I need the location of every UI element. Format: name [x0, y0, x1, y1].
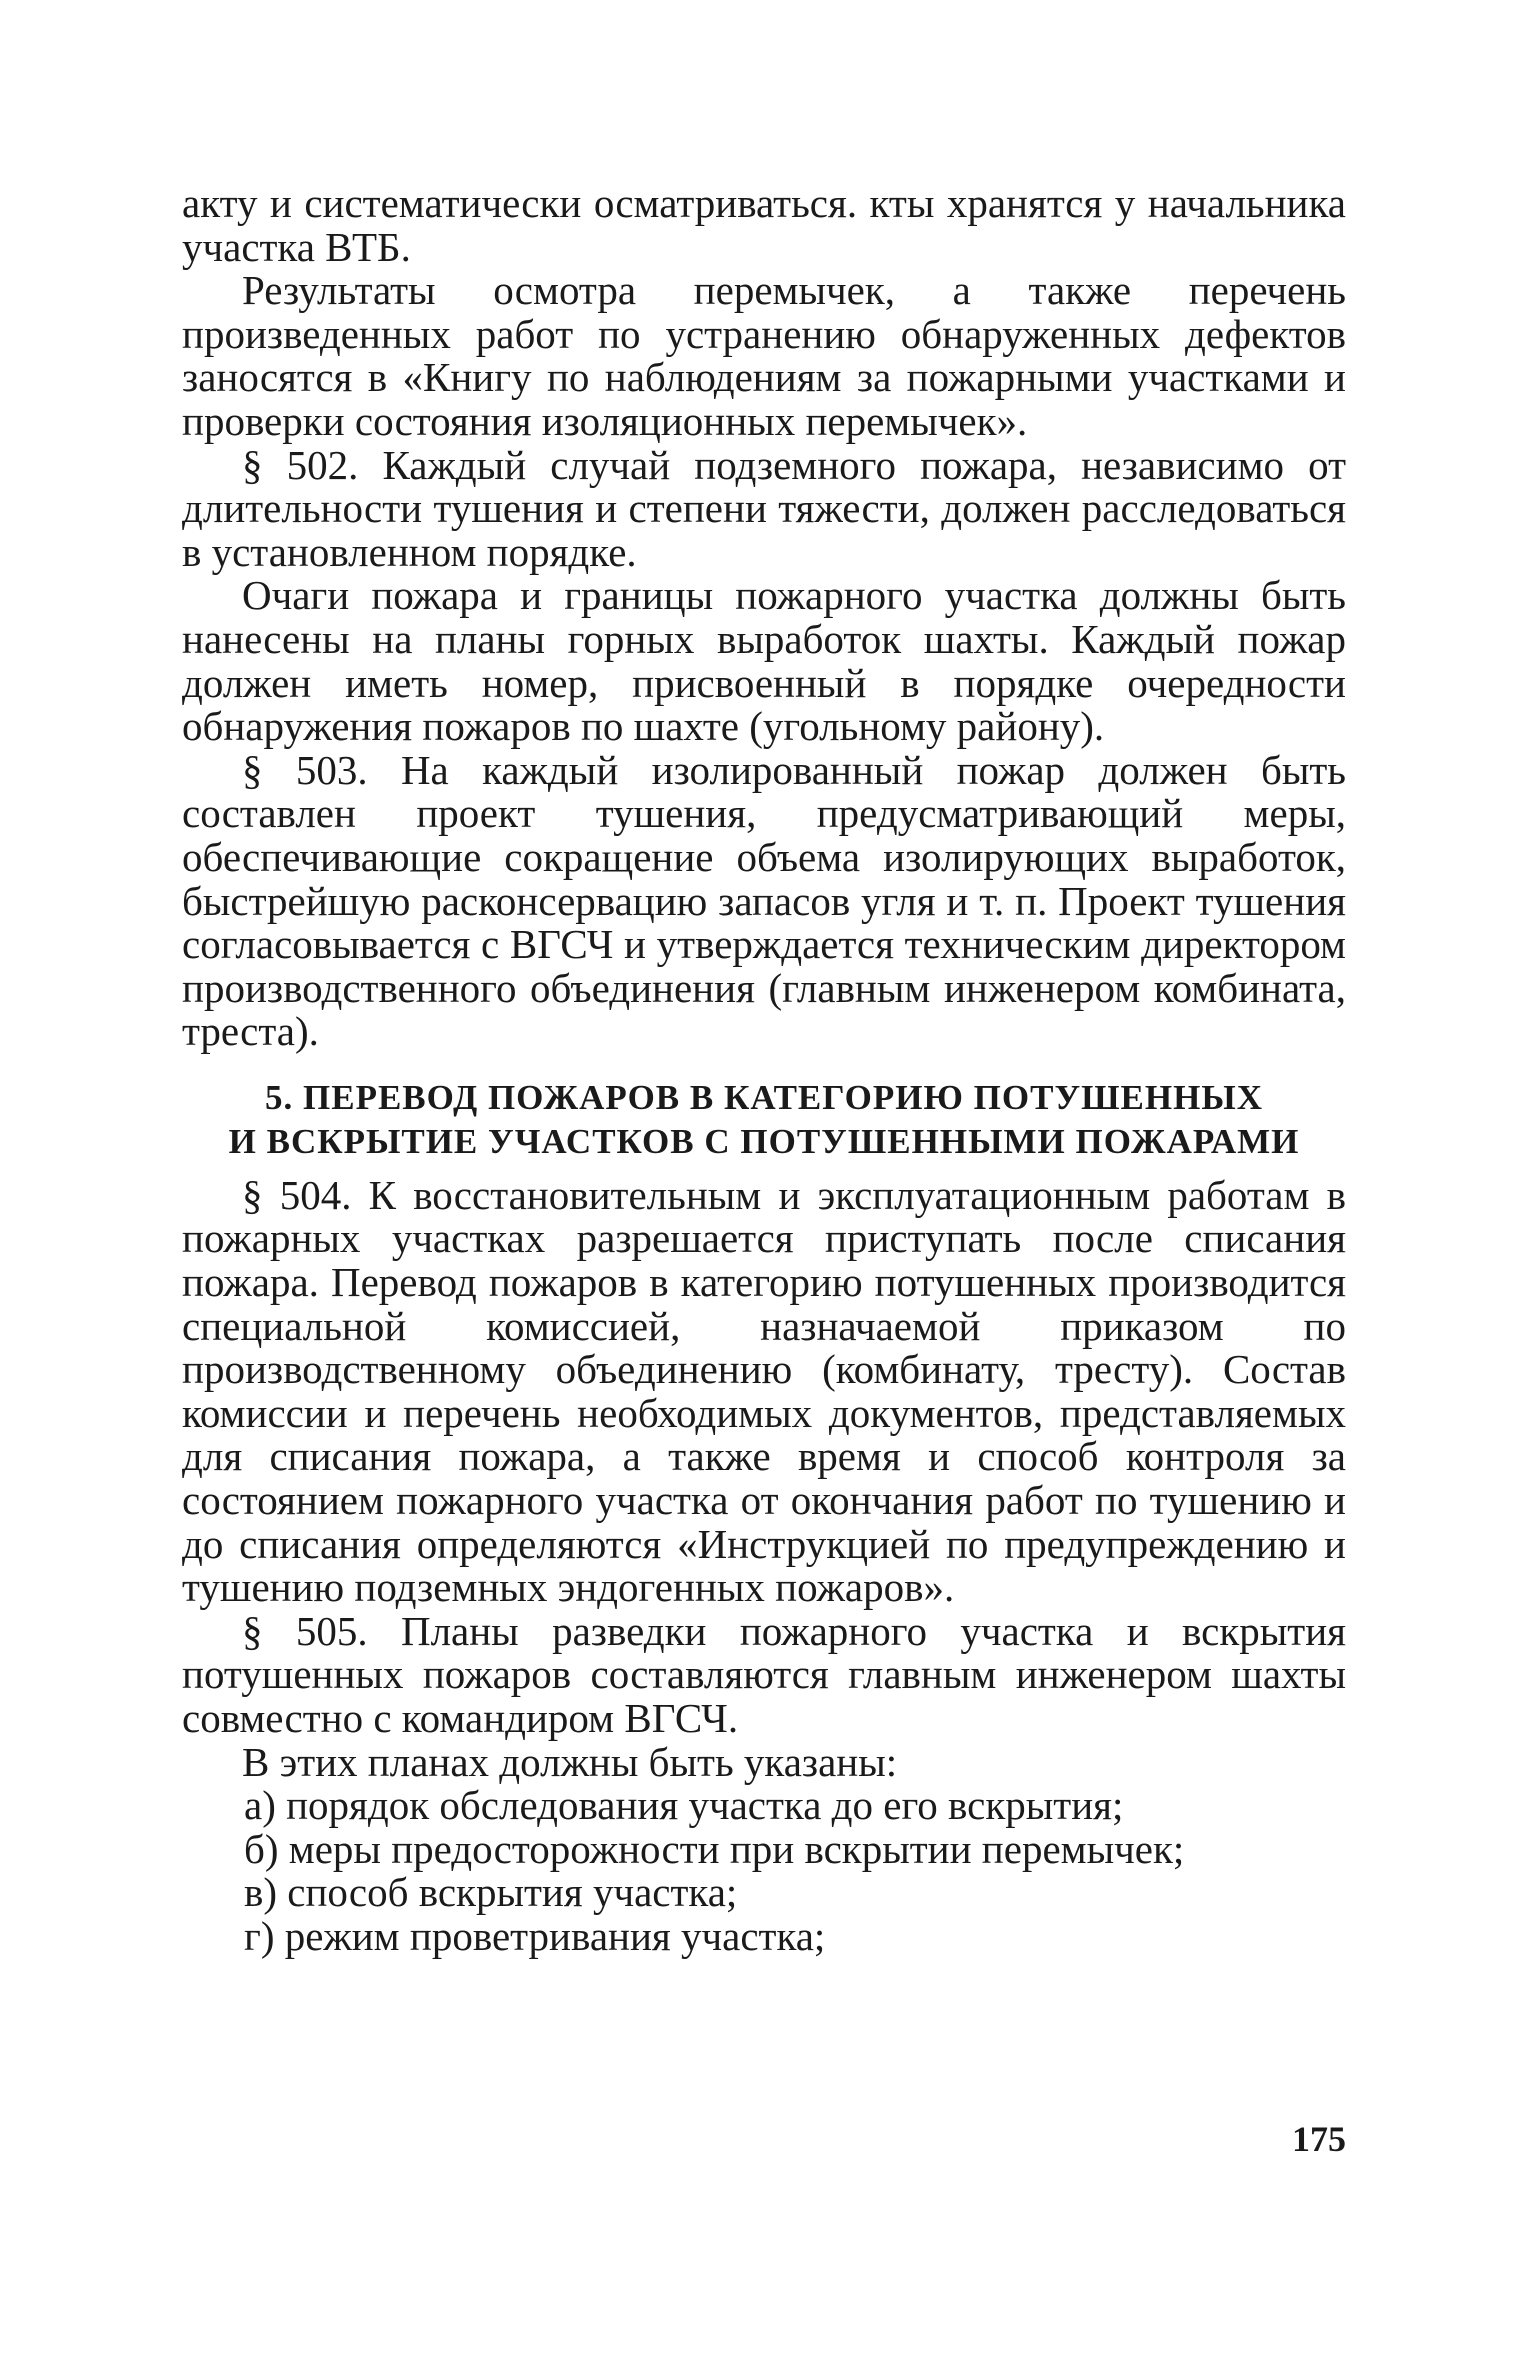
- paragraph-504: § 504. К восстановительным и эксплуатационным работам в пожарных участках разрешается приступать после списания пожара. Перевод пожаров в категорию потушенных производится специальной комиссией, назначаемой приказом по производственному объединению (комбинату, тресту). Состав комиссии и перечень необходимых документов, представляемых для списания пожара, а также время и способ контроля за состоянием пожарного участка от окончания работ по тушению и до списания определяются «Инструкцией по предупреждению и тушению подземных эндогенных пожаров».: [182, 1171, 1346, 1611]
- section-heading: [182, 1076, 1346, 1164]
- section-heading-line-2: И ВСКРЫТИЕ УЧАСТКОВ С ПОТУШЕННЫМИ ПОЖАРАМИ: [228, 1121, 1300, 1161]
- section-heading-line-1: 5. ПЕРЕВОД ПОЖАРОВ В КАТЕГОРИЮ ПОТУШЕННЫХ: [265, 1077, 1263, 1117]
- list-item: а) порядок обследования участка до его вскрытия;: [244, 1782, 1124, 1829]
- list-item: г) режим проветривания участка;: [244, 1912, 826, 1959]
- paragraph-502: § 502. Каждый случай подземного пожара, независимо от длительности тушения и степени тяжести, должен расследоваться в установленном порядке.: [182, 441, 1346, 575]
- paragraph-505: § 505. Планы разведки пожарного участка и вскрытия потушенных пожаров составляются главным инженером шахты совместно с командиром ВГСЧ.: [182, 1607, 1346, 1741]
- paragraph-continuation: акту и систематически осматриваться. кты хранятся у начальника участка ВТБ.: [182, 180, 1346, 270]
- page-text: [182, 182, 1346, 1959]
- list-item: в) способ вскрытия участка;: [244, 1869, 738, 1916]
- paragraph-inspection-results: Результаты осмотра перемычек, а также перечень произведенных работ по устранению обнаруженных дефектов заносятся в «Книгу по наблюдениям за пожарными участками и проверки состояния изоляционных перемычек».: [182, 267, 1346, 444]
- paragraph-plans-intro: В этих планах должны быть указаны:: [242, 1738, 898, 1785]
- plan-items-list: [182, 1784, 1346, 1958]
- page-number: 175: [1292, 2119, 1346, 2159]
- paragraph-fire-sources: Очаги пожара и границы пожарного участка должны быть нанесены на планы горных выработок шахты. Каждый пожар должен иметь номер, присвоенный в порядке очередности обнаружения пожаров по шахте (угольному району).: [182, 572, 1346, 750]
- list-item: б) меры предосторожности при вскрытии перемычек;: [244, 1825, 1185, 1872]
- paragraph-503: § 503. На каждый изолированный пожар должен быть составлен проект тушения, предусматривающий меры, обеспечивающие сокращение объема изолирующих выработок, быстрейшую расконсервацию запасов угля и т. п. Проект тушения согласовывается с ВГСЧ и утверждается техническим директором производственного объединения (главным инженером комбината, треста).: [182, 746, 1346, 1055]
